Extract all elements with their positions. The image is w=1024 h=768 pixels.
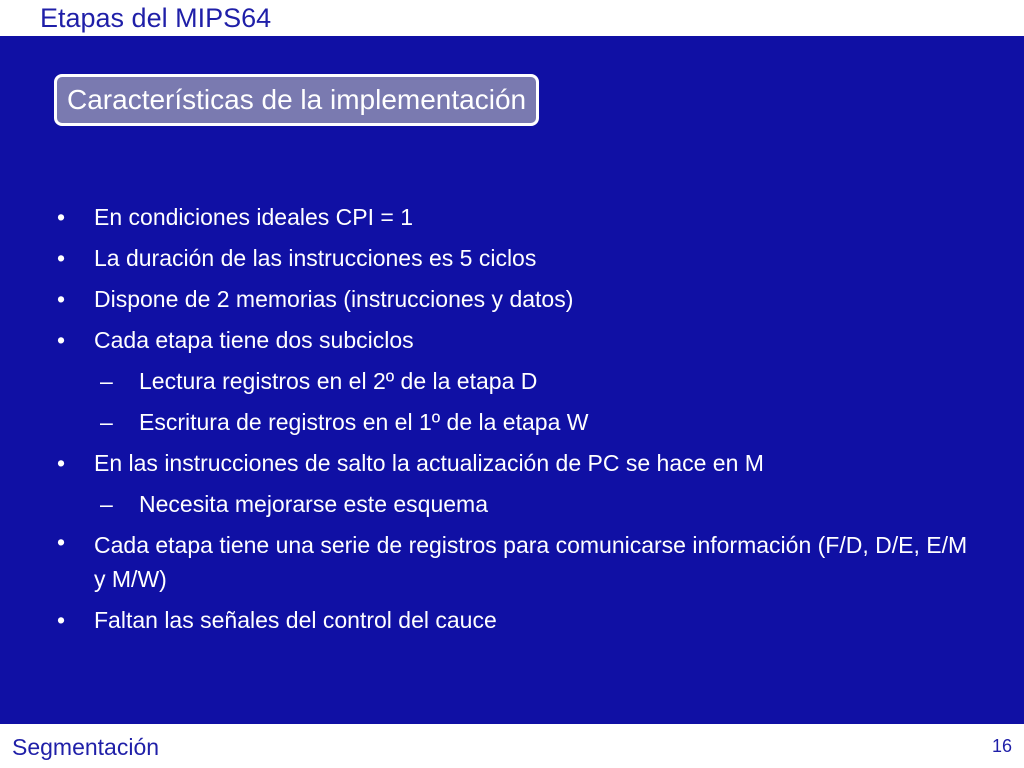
- bullet-item: [52, 238, 972, 279]
- main-content-panel: [0, 36, 1024, 724]
- bullet-marker: •: [57, 607, 66, 633]
- bullet-item: [52, 443, 972, 484]
- bullet-text: En condiciones ideales CPI = 1: [94, 204, 414, 230]
- sub-bullet-text: Necesita mejorarse este esquema: [139, 491, 488, 517]
- bullet-list: [52, 197, 972, 641]
- page-number: 16: [991, 736, 1012, 756]
- bullet-text: Cada etapa tiene dos subciclos: [94, 327, 414, 353]
- bullet-text: Faltan las señales del control del cauce: [94, 607, 497, 633]
- slide-footer: [0, 724, 1024, 768]
- bullet-text: Dispone de 2 memorias (instrucciones y datos): [94, 286, 574, 312]
- sub-bullet-text: Escritura de registros en el 1º de la etapa W: [139, 409, 589, 435]
- bullet-marker: •: [57, 450, 66, 476]
- bullet-marker: •: [57, 327, 66, 353]
- bullet-item: [52, 197, 972, 238]
- footer-label: Segmentación: [12, 734, 160, 760]
- slide-title: Etapas del MIPS64: [40, 3, 272, 33]
- bullet-item: [52, 525, 972, 600]
- bullet-item: [52, 320, 972, 361]
- sub-bullet-item: [52, 484, 972, 525]
- sub-bullet-item: [52, 402, 972, 443]
- sub-bullet-text: Lectura registros en el 2º de la etapa D: [139, 368, 538, 394]
- sub-bullet-item: [52, 361, 972, 402]
- bullet-marker: •: [57, 529, 66, 555]
- dash-marker: –: [100, 409, 113, 435]
- bullet-text: La duración de las instrucciones es 5 ciclos: [94, 245, 537, 271]
- bullet-marker: •: [57, 286, 66, 312]
- dash-marker: –: [100, 368, 113, 394]
- bullet-item: [52, 279, 972, 320]
- section-heading: Características de la implementación: [54, 74, 539, 126]
- bullet-text: Cada etapa tiene una serie de registros para comunicarse información (F/D, D/E, E/M y M/W): [94, 532, 968, 592]
- bullet-marker: •: [57, 204, 66, 230]
- bullet-marker: •: [57, 245, 66, 271]
- bullet-text: En las instrucciones de salto la actualización de PC se hace en M: [94, 450, 764, 476]
- dash-marker: –: [100, 491, 113, 517]
- bullet-item: [52, 600, 972, 641]
